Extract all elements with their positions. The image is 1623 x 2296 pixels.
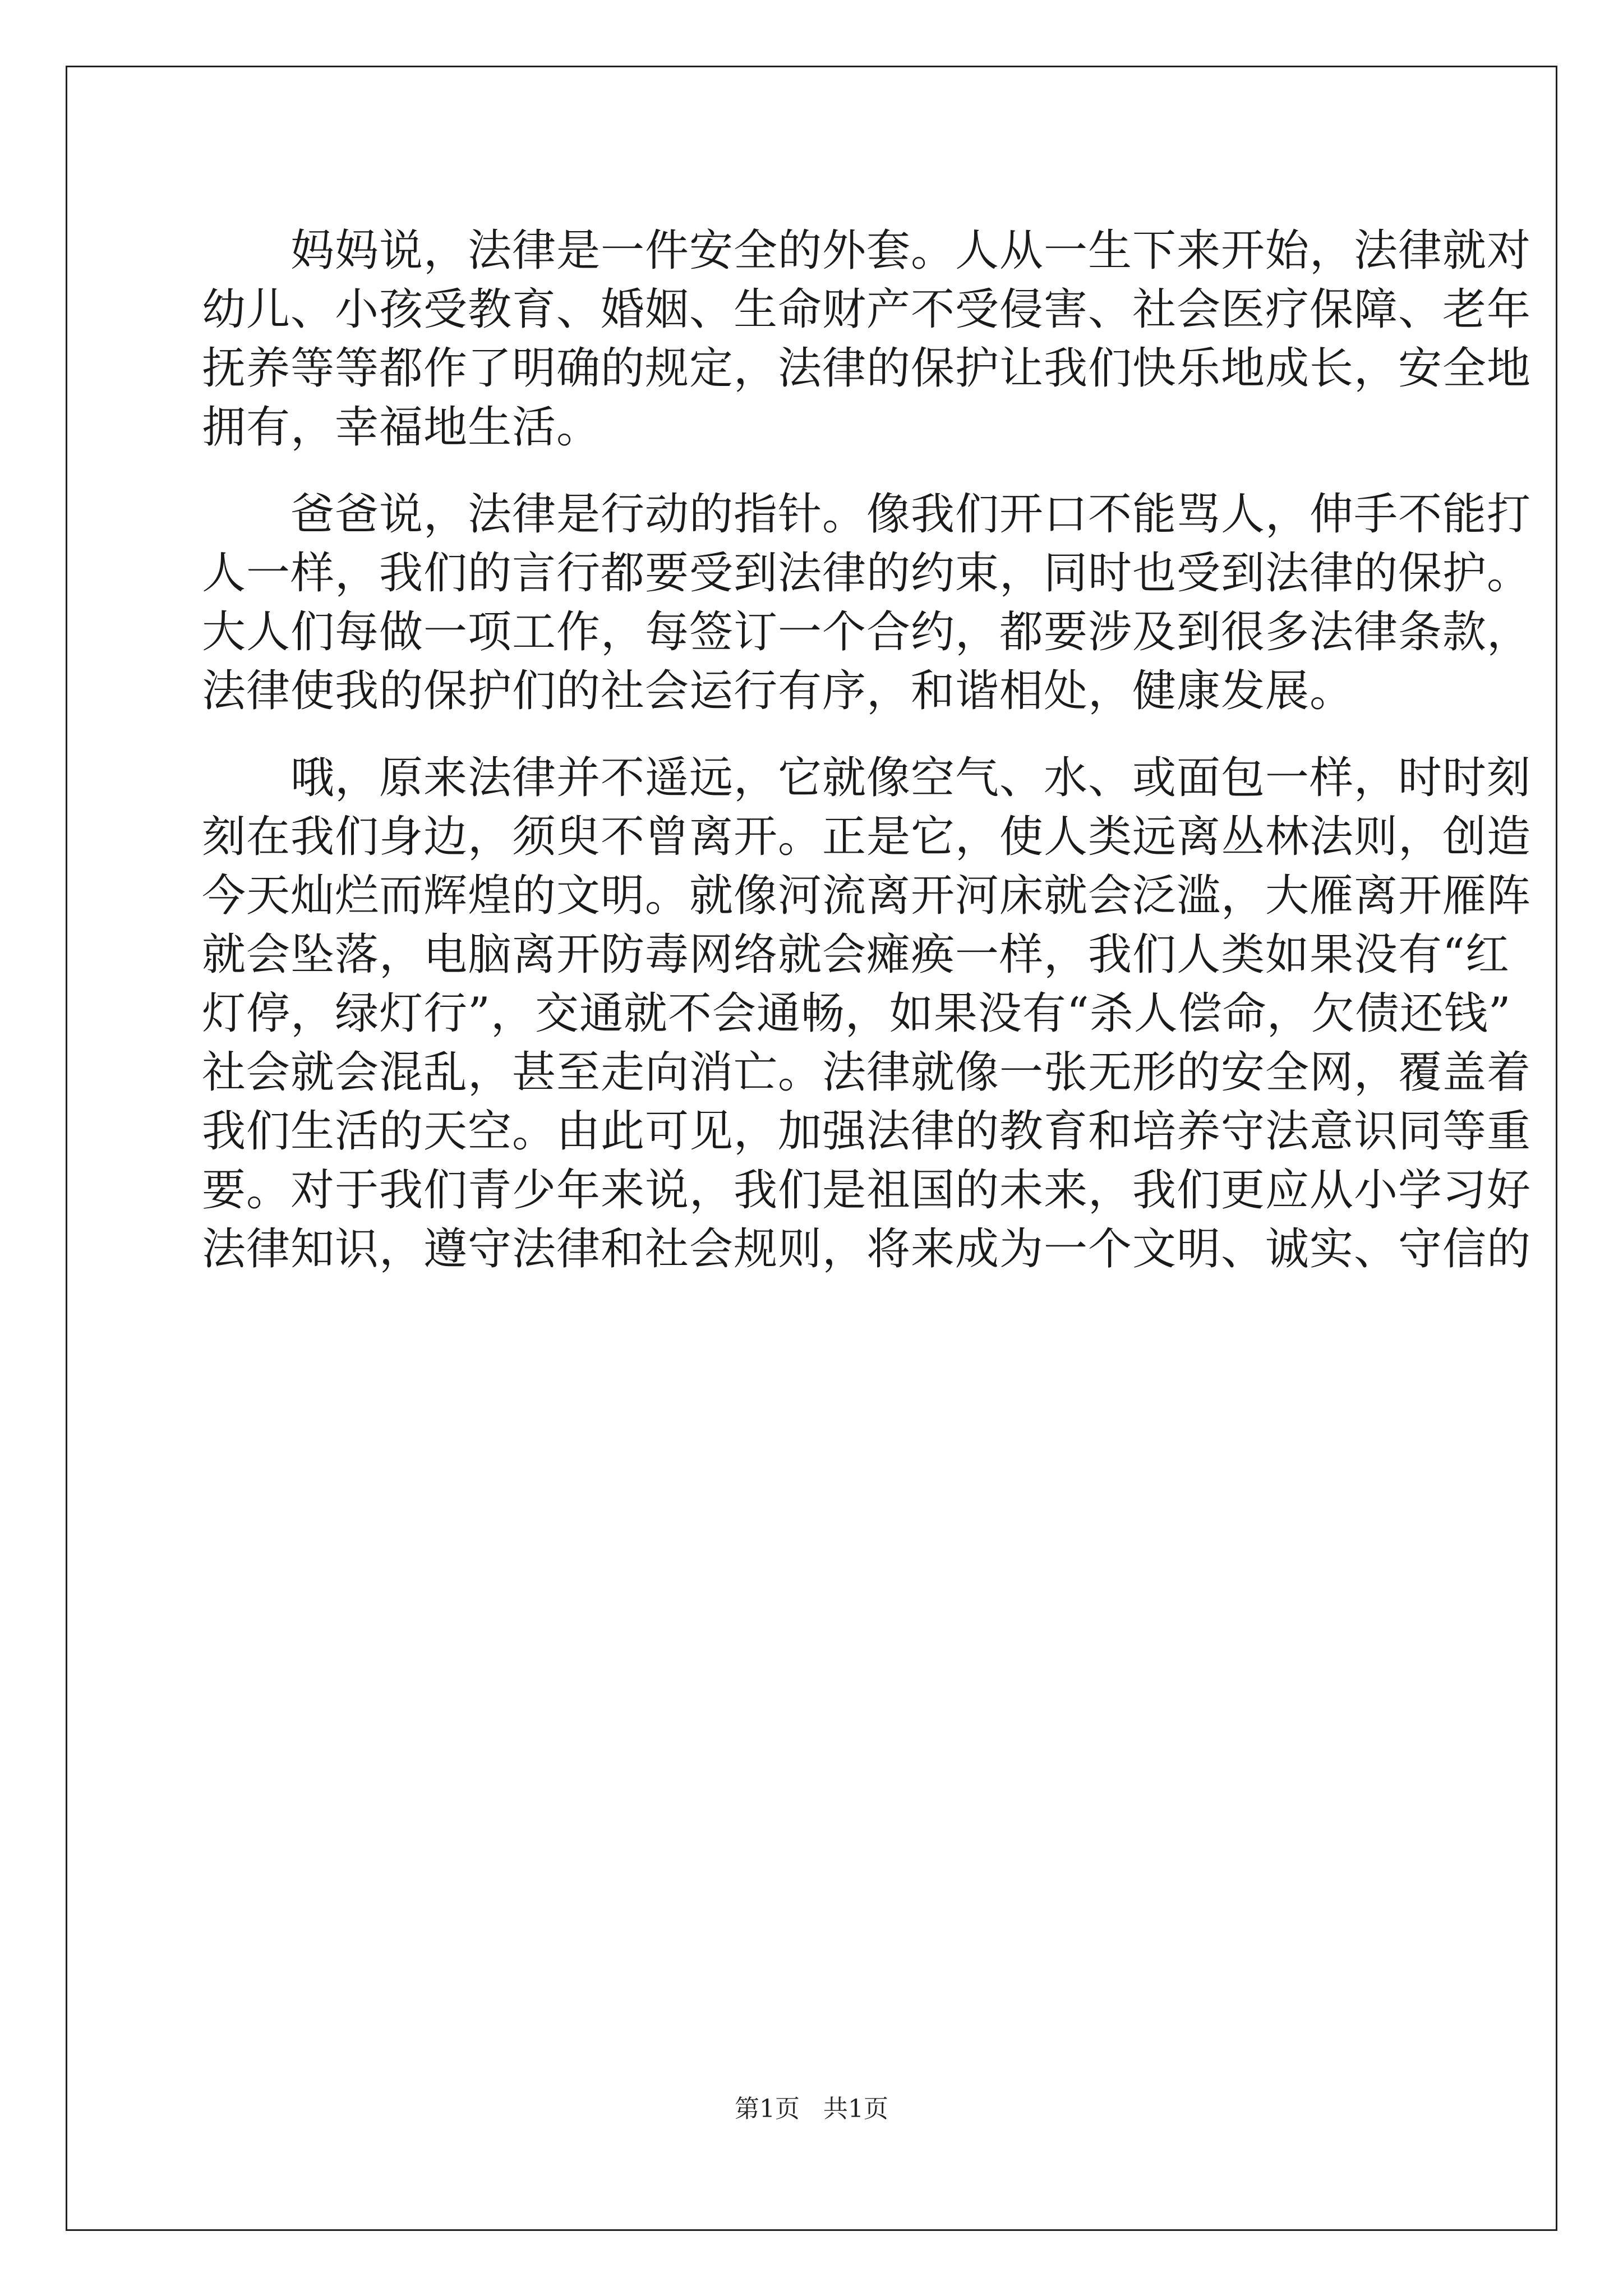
text-line: 抚养等等都作了明确的规定，法律的保护让我们快乐地成长，安全地 <box>202 343 1532 394</box>
document-body <box>202 222 1532 1279</box>
text-line: 拥有，幸福地生活。 <box>202 402 601 453</box>
page-number-footer: 第1页 共1页 <box>735 2095 888 2123</box>
paragraph <box>202 485 1532 721</box>
text-line: 我们生活的天空。由此可见，加强法律的教育和培养守法意识同等重 <box>202 1106 1532 1157</box>
text-line: 就会坠落，电脑离开防毒网络就会瘫痪一样，我们人类如果没有“红 <box>202 930 1510 980</box>
text-line: 法律使我的保护们的社会运行有序，和谐相处，健康发展。 <box>202 666 1354 716</box>
text-line: 哦，原来法律并不遥远，它就像空气、水、或面包一样，时时刻 <box>202 753 1532 803</box>
text-line: 刻在我们身边，须臾不曾离开。正是它，使人类远离丛林法则，创造 <box>202 812 1532 862</box>
text-line: 法律知识，遵守法律和社会规则，将来成为一个文明、诚实、守信的 <box>202 1224 1532 1274</box>
text-line: 幼儿、小孩受教育、婚姻、生命财产不受侵害、社会医疗保障、老年 <box>202 284 1532 335</box>
text-line: 社会就会混乱，甚至走向消亡。法律就像一张无形的安全网，覆盖着 <box>202 1047 1532 1098</box>
text-line: 灯停，绿灯行”，交通就不会通畅，如果没有“杀人偿命，欠债还钱” <box>202 988 1511 1039</box>
paragraph <box>202 749 1532 1279</box>
text-line: 爸爸说，法律是行动的指针。像我们开口不能骂人，伸手不能打 <box>202 489 1532 540</box>
text-line: 大人们每做一项工作，每签订一个合约，都要涉及到很多法律条款， <box>202 607 1532 657</box>
paragraph <box>202 222 1532 457</box>
text-line: 妈妈说，法律是一件安全的外套。人从一生下来开始，法律就对 <box>202 226 1532 276</box>
text-line: 今天灿烂而辉煌的文明。就像河流离开河床就会泛滥，大雁离开雁阵 <box>202 871 1532 921</box>
text-line: 人一样，我们的言行都要受到法律的约束，同时也受到法律的保护。 <box>202 548 1532 599</box>
text-line: 要。对于我们青少年来说，我们是祖国的未来，我们更应从小学习好 <box>202 1165 1532 1216</box>
